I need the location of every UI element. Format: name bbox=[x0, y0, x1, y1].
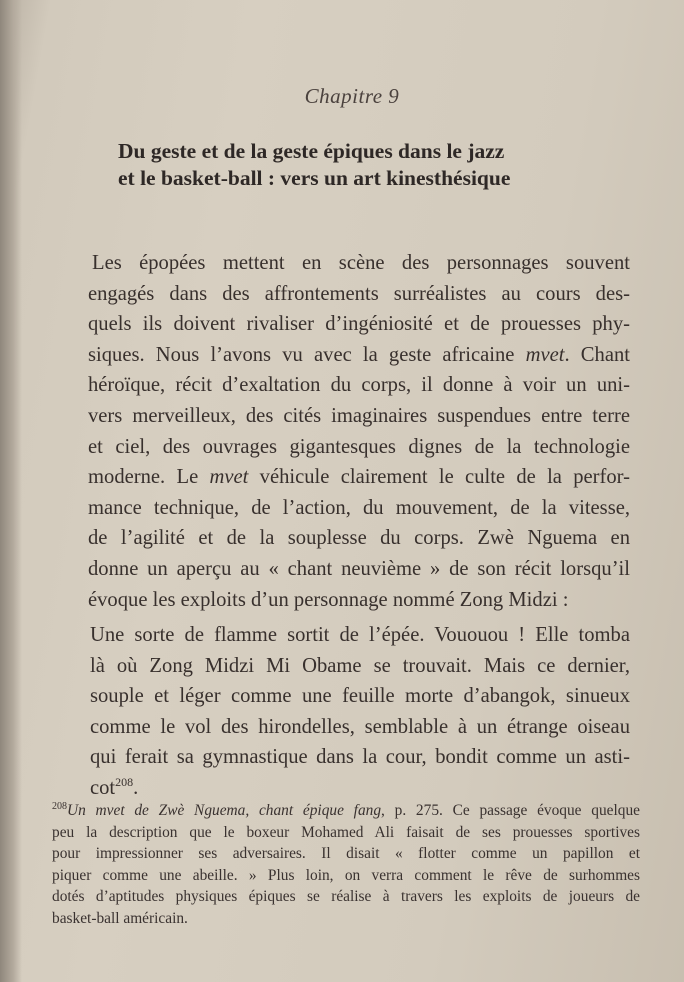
paragraph-text: donne un aperçu au « chant neuvième » de son récit lorsqu’il bbox=[88, 557, 630, 580]
paragraph-text: engagés dans des affrontements surréalistes au cours des- bbox=[88, 282, 630, 305]
paragraph-line bbox=[88, 523, 630, 554]
footnote-reference: 208 bbox=[115, 775, 134, 790]
page-gutter-shadow bbox=[0, 0, 22, 982]
paragraph-text: de l’agilité et de la souplesse du corps. Zwè Nguema en bbox=[88, 527, 630, 550]
body-paragraph bbox=[88, 248, 630, 615]
footnote-line bbox=[52, 908, 640, 930]
paragraph-line bbox=[88, 432, 630, 463]
paragraph-line bbox=[88, 554, 630, 585]
paragraph-line bbox=[88, 248, 630, 279]
chapter-title-line-2: et le basket-ball : vers un art kinesthésique bbox=[118, 166, 511, 190]
paragraph-text: et ciel, des ouvrages gigantesques dignes de la technologie bbox=[88, 435, 630, 458]
paragraph-line bbox=[88, 493, 630, 524]
paragraph-line bbox=[88, 401, 630, 432]
block-quote bbox=[90, 620, 630, 804]
paragraph-italic-text: mvet bbox=[209, 466, 249, 489]
footnote bbox=[52, 800, 640, 929]
paragraph-italic-text: mvet bbox=[525, 343, 565, 366]
paragraph-text: moderne. Le bbox=[88, 466, 210, 489]
chapter-heading-text: Chapitre 9 bbox=[304, 84, 400, 108]
paragraph-text: quels ils doivent rivaliser d’ingéniosité et de prouesses phy- bbox=[88, 313, 630, 336]
paragraph-text: héroïque, récit d’exaltation du corps, il donne à voir un uni- bbox=[88, 374, 630, 397]
paragraph-line bbox=[88, 462, 630, 493]
footnote-text: pour impressionner ses adversaires. Il disait « flotter comme un papillon et bbox=[52, 845, 640, 862]
paragraph-text: Les épopées mettent en scène des personnages souvent bbox=[92, 252, 630, 274]
quote-line: $\cot^{208}$. bbox=[90, 775, 139, 799]
paragraph-line bbox=[88, 370, 630, 401]
footnote-text: piquer comme une abeille. » Plus loin, on verra comment le rêve de surhommes bbox=[52, 866, 640, 884]
footnote-number: 208 bbox=[52, 800, 67, 812]
footnote-text: dotés d’aptitudes physiques épiques se réalise à travers les exploits de joueurs de bbox=[52, 888, 640, 905]
footnote-line bbox=[52, 822, 640, 844]
footnote-text: basket-ball américain. bbox=[52, 909, 188, 927]
footnote-text: , p. 275. Ce passage évoque quelque bbox=[381, 802, 640, 819]
paragraph-text: mance technique, de l’action, du mouvement, de la vitesse, bbox=[88, 496, 630, 519]
footnote-line bbox=[52, 865, 640, 887]
paragraph-text: . Chant bbox=[564, 343, 630, 366]
quote-line: qui ferait sa gymnastique dans la cour, bondit comme un asti- bbox=[90, 746, 630, 769]
paragraph-line bbox=[88, 340, 630, 371]
quote-line: souple et léger comme une feuille morte d’abangok, sinueux bbox=[90, 685, 630, 708]
footnote-text: peu la description que le boxeur Mohamed Ali faisait de ses prouesses sportives bbox=[52, 823, 640, 841]
paragraph-text: vers merveilleux, des cités imaginaires suspendues entre terre bbox=[88, 404, 630, 427]
paragraph-line bbox=[88, 585, 630, 616]
footnote-line bbox=[52, 843, 640, 865]
paragraph-text: siques. Nous l’avons vu avec la geste africaine bbox=[88, 343, 526, 366]
chapter-title-line-1: Du geste et de la geste épiques dans le jazz bbox=[118, 139, 505, 163]
footnote-line bbox=[52, 886, 640, 908]
chapter-heading bbox=[0, 84, 684, 109]
quote-line: Une sorte de flamme sortit de l’épée. Vououou ! Elle tomba bbox=[90, 624, 630, 646]
paragraph-text: évoque les exploits d’un personnage nommé Zong Midzi : bbox=[88, 588, 569, 611]
footnote-citation-title: Un mvet de Zwè Nguema, chant épique fang bbox=[67, 802, 382, 819]
paragraph-line bbox=[88, 309, 630, 340]
footnote-line bbox=[52, 800, 640, 822]
paragraph-line bbox=[88, 279, 630, 310]
paragraph-text: véhicule clairement le culte de la perfor- bbox=[248, 466, 630, 489]
quote-line: comme le vol des hirondelles, semblable à un étrange oiseau bbox=[90, 715, 630, 738]
chapter-title bbox=[118, 138, 588, 192]
quote-line: là où Zong Midzi Mi Obame se trouvait. Mais ce dernier, bbox=[90, 654, 630, 677]
